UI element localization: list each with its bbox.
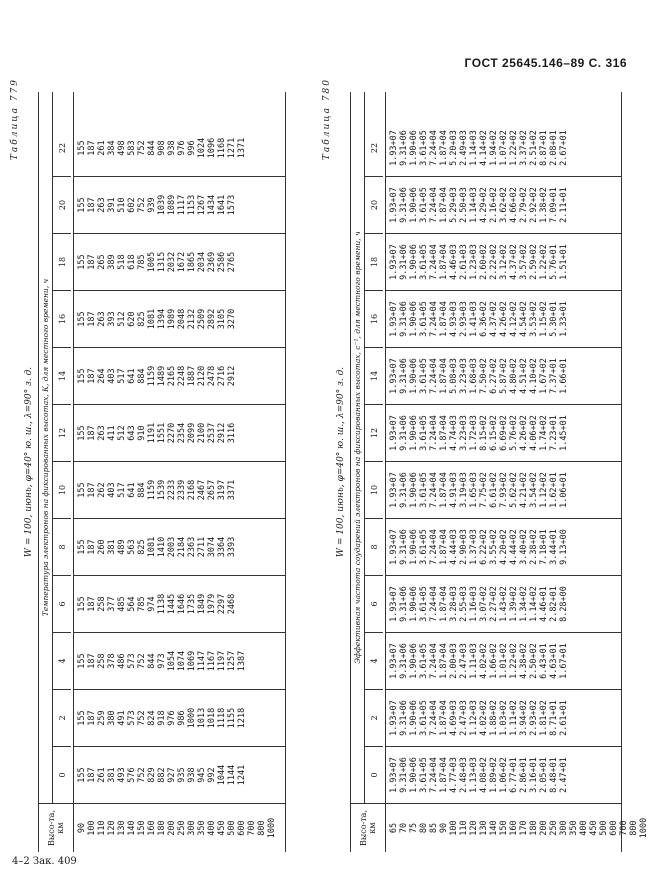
table-780-column: 1.93+07 9.31+06 1.90+06 3.61+05 7.24+04 1.87+04 5.08+03 3.23+03 1.68+03 7.50+02 6.27+02 5.87+02 4.80+02 4.51+02 4.10+02 1.67+02 7.37+01 1.66+01 — [386, 348, 621, 405]
table-780-time-header: 14 — [365, 348, 383, 405]
table-779-height-header: Высо-та, км — [47, 810, 65, 846]
table-780-column: 1.93+07 9.31+06 1.90+06 3.61+05 7.24+04 1.87+04 4.44+03 2.90+03 1.37+03 6.22+02 3.55+02 4.20+02 4.44+02 3.40+02 2.38+02 7.18+01 3.44+01 9.13+00 — [386, 519, 621, 576]
table-779-column: 155 187 261 381 493 576 752 829 882 927 935 938 945 992 1044 1144 1241 — [74, 747, 285, 804]
table-780-time-header: 0 — [369, 772, 379, 778]
table-779-column: 155 187 259 380 491 573 752 824 918 976 986 1000 1013 1018 1118 1155 1218 — [74, 690, 285, 747]
table-780-time-header: 2 — [365, 690, 383, 747]
table-779-column: 155 187 262 403 517 641 884 1159 1539 2233 2339 2168 2467 2657 3197 3371 — [74, 462, 285, 519]
table-780-title: Таблица 780 — [322, 78, 332, 161]
table-779-column: 155 187 263 411 512 643 910 1191 1551 2270 2354 2099 2100 2537 2912 3116 — [74, 405, 285, 462]
table-779-header-row — [39, 92, 74, 852]
table-779-title: Таблица 779 — [10, 78, 20, 161]
table-780-column: 1.93+07 9.31+06 1.90+06 3.61+05 7.24+04 1.87+04 4.74+03 3.23+03 1.72+03 8.15+02 6.15+02 6.69+02 5.76+02 4.26+02 4.06+02 1.74+02 7.23+01 1.45+01 — [386, 405, 621, 462]
table-779-body — [74, 92, 285, 852]
table-780-time-header: 16 — [365, 291, 383, 348]
table-779-time-header: 16 — [53, 291, 71, 348]
table-779-column: 155 187 263 393 512 620 825 1081 1394 1989 2048 2132 2509 2892 3105 3270 — [74, 291, 285, 348]
table-779-params: W = 100, июнь, φ=40° ю. ш., λ=90° з. д. — [24, 366, 34, 558]
table-779-column: 155 187 263 391 510 602 752 939 1039 1089 1117 1153 1267 1434 1641 1573 — [74, 177, 285, 234]
table-780-time-header: 10 — [365, 462, 383, 519]
table-780-time-header: 20 — [365, 177, 383, 234]
table-780-column: 1.93+07 9.31+06 1.90+06 3.61+05 7.24+04 1.87+04 2.00+03 2.47+03 1.11+03 4.02+02 1.66+02 1.01+02 1.22+02 4.38+02 2.50+02 6.43+01 4.63+01 1.67+01 — [386, 633, 621, 690]
table-780-time-header: 4 — [365, 633, 383, 690]
table-779-time-header: 6 — [53, 576, 71, 633]
table-780-header-row — [351, 92, 386, 852]
table-780-column: 1.93+07 9.31+06 1.90+06 3.61+05 7.24+04 1.87+04 4.69+03 2.47+03 1.12+03 4.02+02 1.88+02 1.03+02 1.11+02 3.94+02 2.93+02 1.81+02 8.71+01 2.61+01 — [386, 690, 621, 747]
table-779-time-header: 8 — [53, 519, 71, 576]
table-779-column: 155 187 261 384 498 583 752 844 908 938 976 996 1024 1096 1168 1271 1371 — [74, 120, 285, 177]
table-780-column: 1.93+07 9.31+06 1.90+06 3.61+05 7.24+04 1.87+04 5.29+03 2.50+03 1.14+03 4.29+02 2.16+02 3.62+02 4.66+02 2.79+02 2.92+02 1.38+02 7.09+01 2.11+01 — [386, 177, 621, 234]
table-779-column: 155 187 258 378 486 573 752 844 973 1054 1074 1069 1147 1167 1197 1257 1387 — [74, 633, 285, 690]
table-780-description: Эффективная частота соударений электронов на фиксированных высотах, с⁻¹, для местного времени, ч — [351, 92, 365, 803]
table-780-time-header: 12 — [365, 405, 383, 462]
table-780-column: 1.93+07 9.31+06 1.90+06 3.61+05 7.24+04 1.87+04 4.77+03 2.48+03 1.13+03 4.08+02 1.89+02 1.06+02 6.77+01 2.86+01 3.16+01 2.05+01 8.48+01 2.47+01 — [386, 747, 621, 804]
page-footer: 4–2 Зак. 409 — [12, 856, 77, 867]
table-780-column: 1.93+07 9.31+06 1.90+06 3.61+05 7.24+04 1.87+04 4.46+03 2.61+03 1.23+03 2.60+02 2.22+02 3.12+02 4.37+02 3.57+02 2.59+02 1.22+02 5.76+01 1.51+01 — [386, 234, 621, 291]
table-779-time-header: 18 — [53, 234, 71, 291]
table-780-params: W = 100, июнь, φ=40° ю. ш., λ=90° з. д. — [336, 366, 346, 558]
table-780-height-header: Высо-та, км — [359, 810, 377, 846]
table-780-time-header: 8 — [365, 519, 383, 576]
table-780-time-header: 6 — [365, 576, 383, 633]
table-779-column: 155 187 258 377 485 564 785 974 1138 1445 1646 1735 1849 1979 2297 2468 — [74, 576, 285, 633]
table-779-time-header: 20 — [53, 177, 71, 234]
table-779-time-header: 14 — [53, 348, 71, 405]
table-780-time-header: 22 — [365, 120, 383, 177]
table-780-column: 1.93+07 9.31+06 1.90+06 3.61+05 7.24+04 1.87+04 4.91+03 3.19+03 1.65+03 7.75+02 6.61+02 7.93+02 5.62+02 4.21+02 3.54+02 1.12+02 1.62+01 1.06+01 — [386, 462, 621, 519]
table-779-column: 155 187 264 403 517 641 884 1159 1489 2165 2248 1887 2120 2478 2716 2912 — [74, 348, 285, 405]
table-780-time-header: 18 — [365, 234, 383, 291]
table-780-column: 1.93+07 9.31+06 1.90+06 3.61+05 7.24+04 1.87+04 4.93+03 2.93+03 1.41+03 6.36+02 4.37+02 4.26+02 4.12+02 4.54+02 3.53+02 1.15+02 5.30+01 1.33+01 — [386, 291, 621, 348]
table-780-heights-column: 65 70 75 80 85 90 100 110 120 130 140 150 160 170 180 200 250 300 350 400 450 500 600 700 800 1000 — [389, 817, 649, 839]
table-780 — [350, 92, 649, 852]
table-779-time-header: 2 — [53, 690, 71, 747]
table-779-column: 155 187 260 381 489 563 825 1081 1410 2003 2184 2363 2711 3074 3364 3393 — [74, 519, 285, 576]
table-779-time-header: 4 — [53, 633, 71, 690]
rotated-page-content — [10, 72, 649, 852]
table-779-column: 155 187 265 389 518 618 785 1005 1315 2032 1672 1865 2034 2369 2586 2765 — [74, 234, 285, 291]
table-779-time-header: 22 — [53, 120, 71, 177]
table-780-body — [386, 92, 649, 852]
page-header: ГОСТ 25645.146–89 С. 316 — [464, 56, 627, 70]
table-780-column: 1.93+07 9.31+06 1.90+06 3.61+05 7.24+04 1.87+04 5.20+03 2.49+03 1.14+03 4.14+02 1.94+02 1.07+02 1.22+02 3.37+02 2.51+02 8.87+01 2.08+01 2.67+01 — [386, 120, 621, 177]
table-779-time-header: 0 — [57, 772, 67, 778]
table-779-heights-column: 90 100 110 120 130 140 150 160 180 200 250 300 350 400 450 500 600 700 800 1000 — [77, 817, 277, 839]
table-779-time-header: 12 — [53, 405, 71, 462]
table-779-description: Температура электронов на фиксированных высотах, К, для местного времени, ч — [39, 92, 53, 803]
table-779 — [38, 92, 286, 852]
table-780-column: 1.93+07 9.31+06 1.90+06 3.61+05 7.24+04 1.87+04 3.28+03 2.55+03 1.16+03 3.07+02 2.27+02 1.43+02 1.39+02 1.34+02 1.14+02 4.46+01 2.82+01 8.28+00 — [386, 576, 621, 633]
table-779-time-header: 10 — [53, 462, 71, 519]
